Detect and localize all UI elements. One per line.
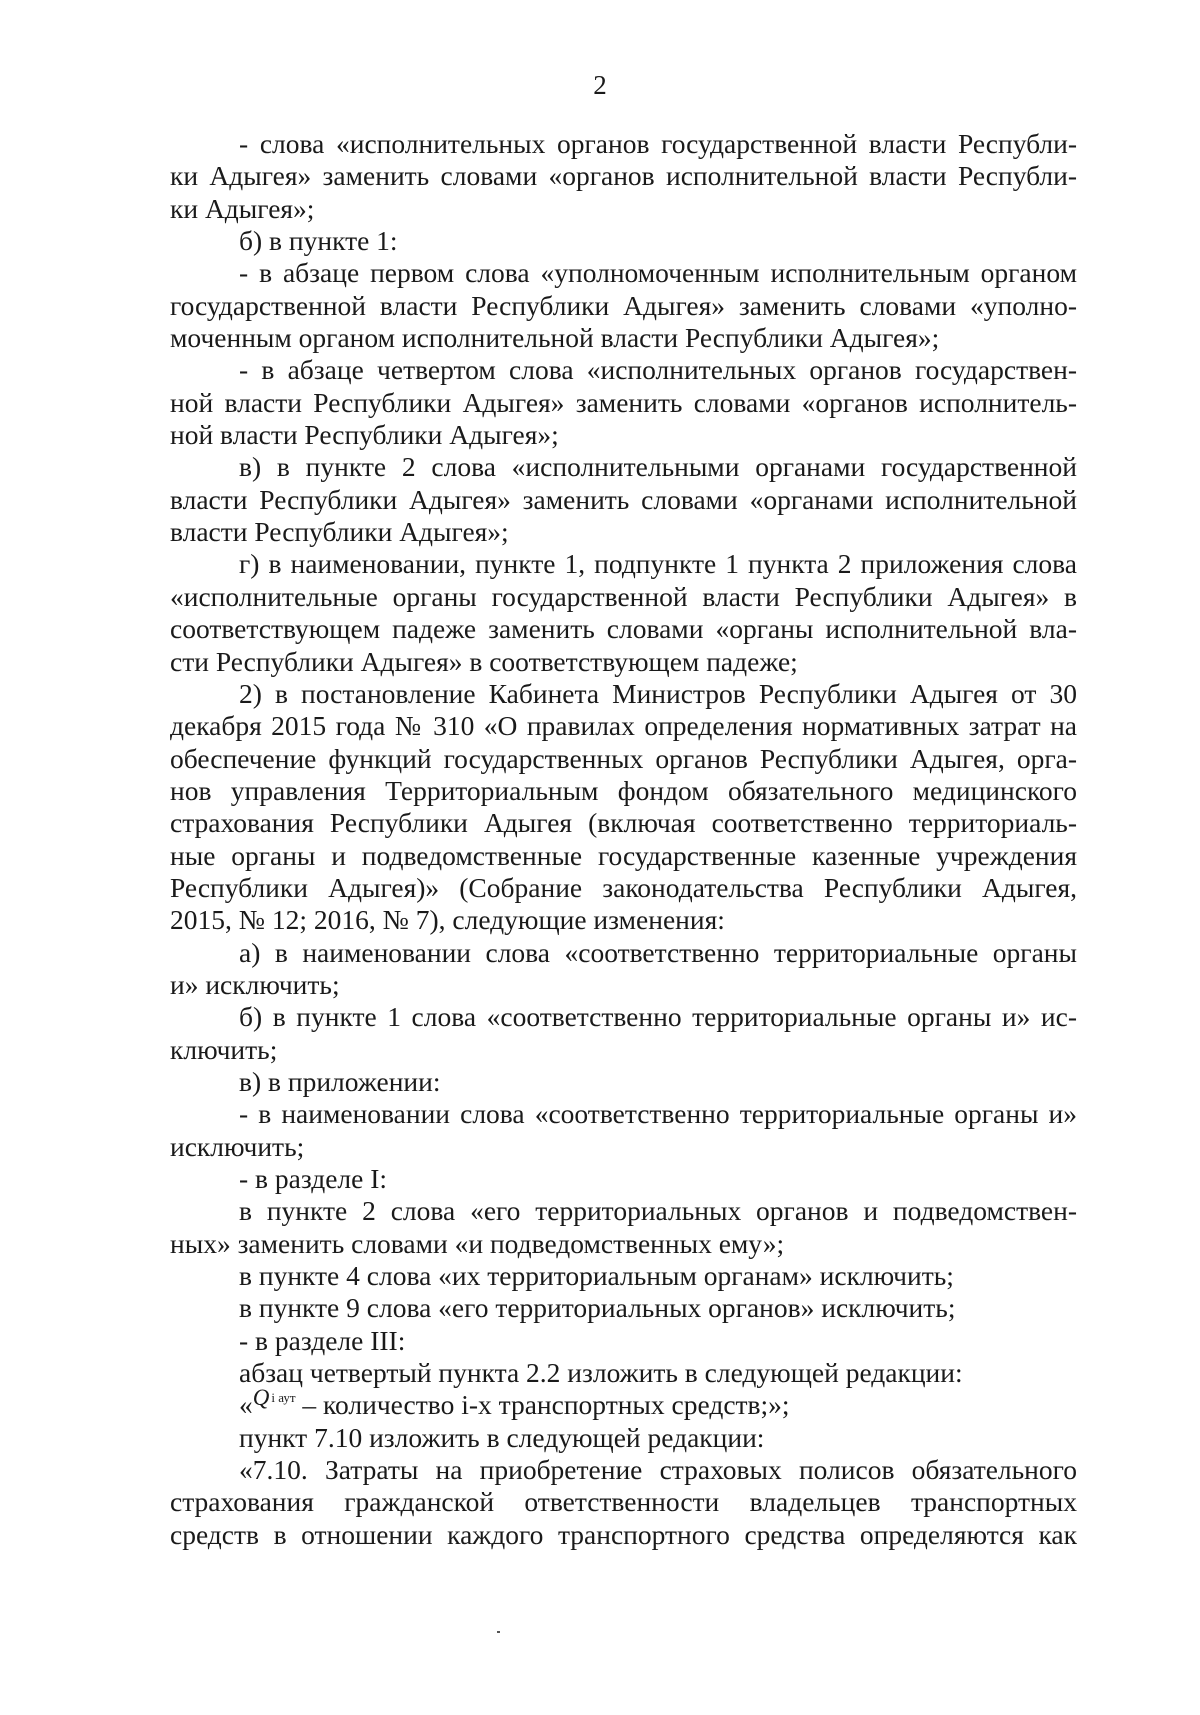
text-line: в) в пункте 2 слова «исполнительными органами государственной	[239, 451, 1077, 483]
body-text	[170, 128, 1077, 1551]
text-line: б) в пункте 1:	[239, 225, 398, 257]
formula-line	[170, 1385, 1077, 1421]
text-line: ной власти Республики Адыгея» заменить словами «органов исполнитель-	[170, 386, 1077, 418]
text-line: ные органы и подведомственные государственные казенные учреждения	[170, 839, 1077, 871]
text-line: 2015, № 12; 2016, № 7), следующие изменения:	[170, 904, 725, 936]
text-line: в пункте 2 слова «его территориальных органов и подведомствен-	[239, 1195, 1077, 1227]
text-line: в) в приложении:	[239, 1065, 441, 1097]
text-line: и» исключить;	[170, 968, 340, 1000]
text-line: соответствующем падеже заменить словами «органы исполнительной вла-	[170, 613, 1077, 645]
text-line: - в разделе I:	[239, 1163, 388, 1194]
text-line: - слова «исполнительных органов государственной власти Республи-	[239, 128, 1077, 159]
text-line: ки Адыгея» заменить словами «органов исполнительной власти Республи-	[170, 160, 1077, 192]
text-line: средств в отношении каждого транспортного средства определяются как	[170, 1518, 1077, 1550]
text-line: ной власти Республики Адыгея»;	[170, 419, 559, 451]
text-line: ных» заменить словами «и подведомственных ему»;	[170, 1227, 785, 1259]
text-line: «исполнительные органы государственной власти Республики Адыгея» в	[170, 580, 1077, 612]
text-line: страхования гражданской ответственности владельцев транспортных	[170, 1486, 1077, 1518]
text-line: страхования Республики Адыгея (включая соответственно территориаль-	[170, 807, 1077, 839]
text-line: абзац четвертый пункта 2.2 изложить в следующей редакции:	[239, 1357, 963, 1389]
scan-speck	[497, 1631, 500, 1633]
text-line: пункт 7.10 изложить в следующей редакции:	[239, 1421, 765, 1453]
text-line: сти Республики Адыгея» в соответствующем падеже;	[170, 645, 798, 677]
page-number: 2	[593, 70, 607, 100]
text-line: обеспечение функций государственных органов Республики Адыгея, орга-	[170, 742, 1077, 774]
text-line: моченным органом исполнительной власти Республики Адыгея»;	[170, 322, 940, 354]
text-line: нов управления Территориальным фондом обязательного медицинского	[170, 774, 1077, 806]
text-line: исключить;	[170, 1130, 305, 1162]
formula-subscript: i аут	[271, 1390, 296, 1406]
text-line: декабря 2015 года № 310 «О правилах определения нормативных затрат на	[170, 710, 1077, 742]
text-line: а) в наименовании слова «соответственно территориальные органы	[239, 936, 1077, 968]
text-line: г) в наименовании, пункте 1, подпункте 1 пункта 2 приложения слова	[239, 548, 1077, 580]
text-line: - в разделе III:	[239, 1324, 406, 1356]
text-line: в пункте 4 слова «их территориальным органам» исключить;	[239, 1260, 954, 1292]
text-line: «7.10. Затраты на приобретение страховых полисов обязательного	[239, 1454, 1077, 1486]
text-line: государственной власти Республики Адыгея» заменить словами «уполно-	[170, 289, 1077, 321]
text-line: 2) в постановление Кабинета Министров Республики Адыгея от 30	[239, 677, 1077, 709]
text-line: б) в пункте 1 слова «соответственно территориальные органы и» ис-	[239, 1001, 1077, 1033]
text-line: - в абзаце четвертом слова «исполнительных органов государствен-	[239, 354, 1077, 386]
formula-text: – количество i-х транспортных средств;»;	[295, 1389, 790, 1421]
open-quote: «	[239, 1389, 253, 1421]
text-line: власти Республики Адыгея» заменить словами «органами исполнительной	[170, 483, 1077, 515]
text-line: в пункте 9 слова «его территориальных органов» исключить;	[239, 1292, 956, 1324]
text-line: власти Республики Адыгея»;	[170, 516, 509, 548]
text-line: ки Адыгея»;	[170, 192, 315, 224]
text-line: - в наименовании слова «соответственно территориальные органы и»	[239, 1098, 1077, 1130]
formula-symbol: Q	[252, 1385, 270, 1411]
text-line: Республики Адыгея)» (Собрание законодательства Республики Адыгея,	[170, 871, 1077, 903]
text-line: ключить;	[170, 1033, 278, 1065]
text-line: - в абзаце первом слова «уполномоченным исполнительным органом	[239, 257, 1077, 289]
